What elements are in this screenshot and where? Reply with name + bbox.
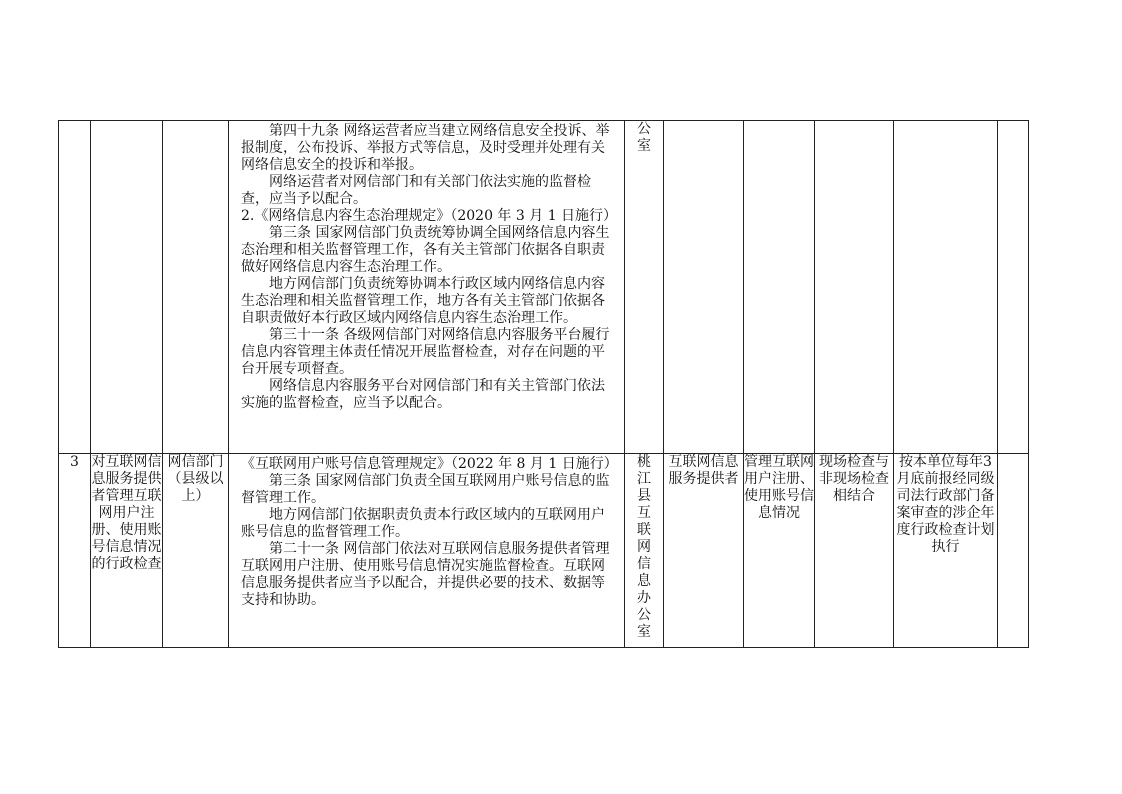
inspection-item-cell: 对互联网信息服务提供者管理互联网用户注册、使用账号信息情况的行政检查 bbox=[91, 454, 163, 648]
basis-paragraph: 第三十一条 各级网信部门对网络信息内容服务平台履行信息内容管理主体责任情况开展监督检查，对存在问题的平台开展专项督查。 bbox=[241, 327, 610, 377]
table-row bbox=[59, 121, 1029, 454]
executor-text: 桃江县互联网信息办公室 bbox=[637, 454, 651, 640]
inspection-object-cell bbox=[664, 121, 744, 454]
inspection-table bbox=[58, 120, 1029, 648]
row-number-cell: 3 bbox=[59, 454, 91, 648]
legal-basis-cell bbox=[229, 454, 625, 648]
basis-paragraph: 第三条 国家网信部门负责统筹协调全国网络信息内容生态治理和相关监督管理工作，各有关主管部门依据各自职责做好网络信息内容生态治理工作。 bbox=[241, 225, 610, 275]
table-row bbox=[59, 454, 1029, 648]
legal-basis-cell bbox=[229, 121, 625, 454]
inspection-subject-cell: 网信部门（县级以上） bbox=[163, 454, 229, 648]
row-number-cell bbox=[59, 121, 91, 454]
basis-paragraph: 网络运营者对网信部门和有关部门依法实施的监督检查，应当予以配合。 bbox=[241, 174, 591, 207]
basis-paragraph: 地方网信部门依据职责负责本行政区域内的互联网用户账号信息的监督管理工作。 bbox=[241, 507, 605, 540]
remark-cell bbox=[998, 454, 1029, 648]
inspection-item-cell bbox=[91, 121, 163, 454]
remark-cell bbox=[998, 121, 1029, 454]
inspection-content-cell bbox=[744, 121, 815, 454]
basis-paragraph: 网络信息内容服务平台对网信部门和有关主管部门依法实施的监督检查，应当予以配合。 bbox=[241, 378, 605, 411]
inspection-method-cell: 现场检查与非现场检查相结合 bbox=[815, 454, 894, 648]
executor-cell bbox=[625, 121, 664, 454]
inspection-object-cell: 互联网信息服务提供者 bbox=[664, 454, 744, 648]
executor-cell bbox=[625, 454, 664, 648]
basis-heading: 《互联网用户账号信息管理规定》（2022 年 8 月 1 日施行） bbox=[241, 456, 618, 472]
inspection-frequency-cell bbox=[894, 121, 998, 454]
basis-paragraph: 第四十九条 网络运营者应当建立网络信息安全投诉、举报制度，公布投诉、举报方式等信息，及时受理并处理有关网络信息安全的投诉和举报。 bbox=[241, 123, 610, 173]
basis-paragraph: 地方网信部门负责统筹协调本行政区域内网络信息内容生态治理和相关监督管理工作，地方各有关主管部门依据各自职责做好本行政区域内网络信息内容生态治理工作。 bbox=[241, 276, 605, 326]
basis-paragraph: 第二十一条 网信部门依法对互联网信息服务提供者管理互联网用户注册、使用账号信息情况实施监督检查。互联网信息服务提供者应当予以配合，并提供必要的技术、数据等支持和协助。 bbox=[241, 541, 610, 608]
inspection-method-cell bbox=[815, 121, 894, 454]
inspection-subject-cell bbox=[163, 121, 229, 454]
inspection-frequency-cell: 按本单位每年3月底前报经同级司法行政部门备案审查的涉企年度行政检查计划执行 bbox=[894, 454, 998, 648]
basis-heading: 2.《网络信息内容生态治理规定》（2020 年 3 月 1 日施行） bbox=[241, 208, 618, 224]
inspection-content-cell: 管理互联网用户注册、使用账号信息情况 bbox=[744, 454, 815, 648]
executor-text: 公室 bbox=[637, 121, 651, 154]
basis-paragraph: 第三条 国家网信部门负责全国互联网用户账号信息的监督管理工作。 bbox=[241, 473, 610, 506]
